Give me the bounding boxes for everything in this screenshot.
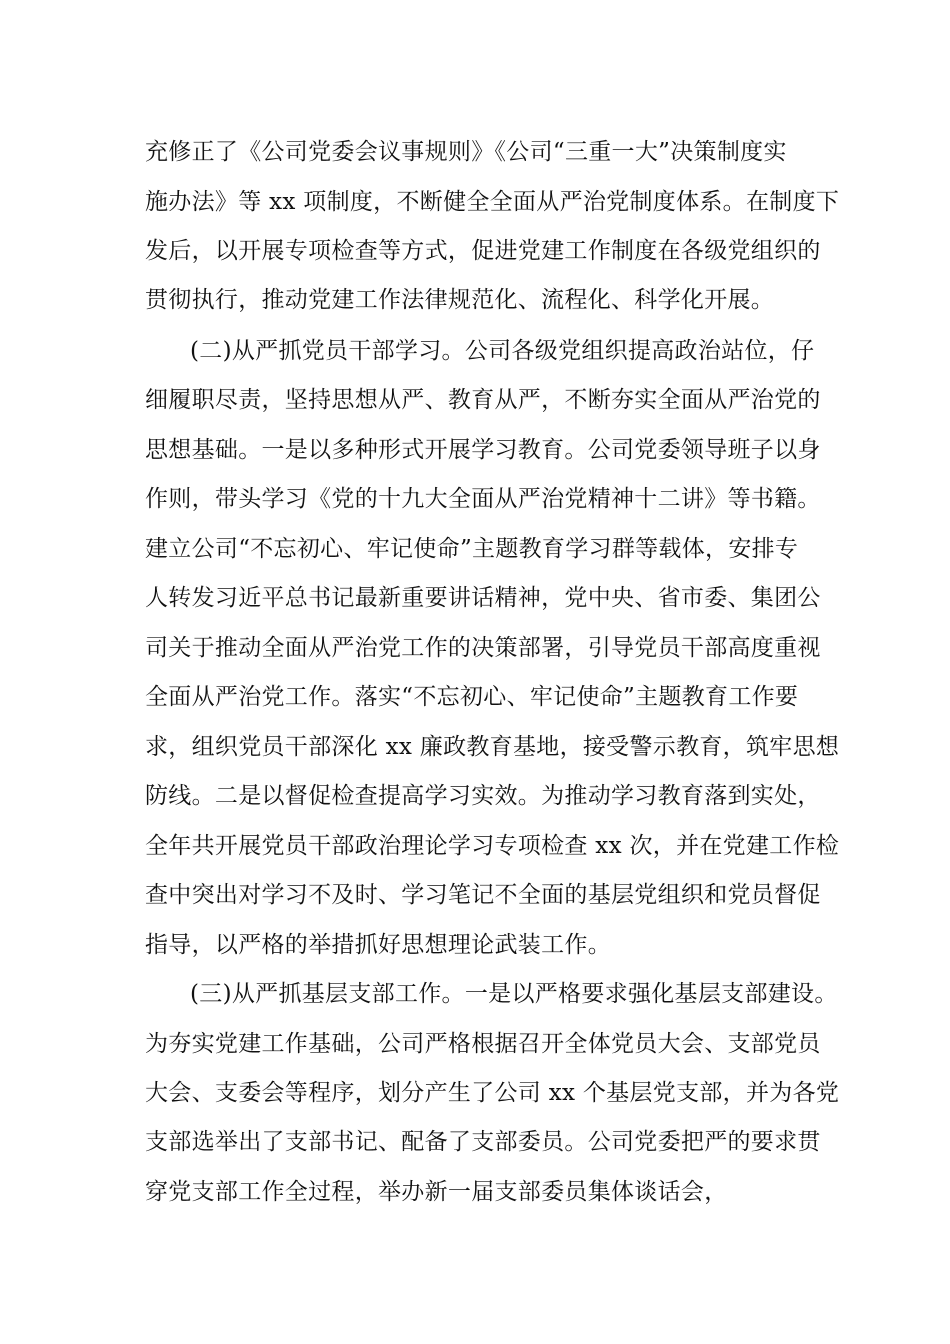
text-line: 全年共开展党员干部政治理论学习专项检查 xx 次，并在党建工作检 <box>145 833 840 859</box>
text-line: 为夯实党建工作基础，公司严格根据召开全体党员大会、支部党员 <box>145 1031 821 1057</box>
text-line: 穿党支部工作全过程，举办新一届支部委员集体谈话会， <box>145 1179 728 1205</box>
text-line: 贯彻执行，推动党建工作法律规范化、流程化、科学化开展。 <box>145 287 775 313</box>
text-line: 充修正了《公司党委会议事规则》《公司“三重一大”决策制度实 <box>145 139 787 165</box>
text-line: 发后，以开展专项检查等方式，促进党建工作制度在各级党组织的 <box>145 238 821 264</box>
paragraph-heading-line: (三)从严抓基层支部工作。一是以严格要求强化基层支部建设。 <box>190 981 838 1007</box>
text-line: 指导，以严格的举措抓好思想理论武装工作。 <box>145 932 611 958</box>
text-line: 求，组织党员干部深化 xx 廉政教育基地，接受警示教育，筑牢思想 <box>145 734 840 760</box>
text-line: 防线。二是以督促检查提高学习实效。为推动学习教育落到实处， <box>145 783 821 809</box>
text-line: 查中突出对学习不及时、学习笔记不全面的基层党组织和党员督促 <box>145 882 821 908</box>
text-line: 施办法》等 xx 项制度，不断健全全面从严治党制度体系。在制度下 <box>145 189 840 215</box>
text-line: 作则，带头学习《党的十九大全面从严治党精神十二讲》等书籍。 <box>145 486 821 512</box>
text-line: 思想基础。一是以多种形式开展学习教育。公司党委领导班子以身 <box>145 437 821 463</box>
text-line: 大会、支委会等程序，划分产生了公司 xx 个基层党支部，并为各党 <box>145 1080 840 1106</box>
text-line: 全面从严治党工作。落实“不忘初心、牢记使命”主题教育工作要 <box>145 684 799 710</box>
text-line: 人转发习近平总书记最新重要讲话精神，党中央、省市委、集团公 <box>145 585 821 611</box>
text-line: 司关于推动全面从严治党工作的决策部署，引导党员干部高度重视 <box>145 635 821 661</box>
text-line: 细履职尽责，坚持思想从严、教育从严，不断夯实全面从严治党的 <box>145 387 821 413</box>
text-line: 建立公司“不忘初心、牢记使命”主题教育学习群等载体，安排专 <box>145 536 799 562</box>
paragraph-heading-line: (二)从严抓党员干部学习。公司各级党组织提高政治站位，仔 <box>190 338 815 364</box>
text-line: 支部选举出了支部书记、配备了支部委员。公司党委把严的要求贯 <box>145 1129 821 1155</box>
